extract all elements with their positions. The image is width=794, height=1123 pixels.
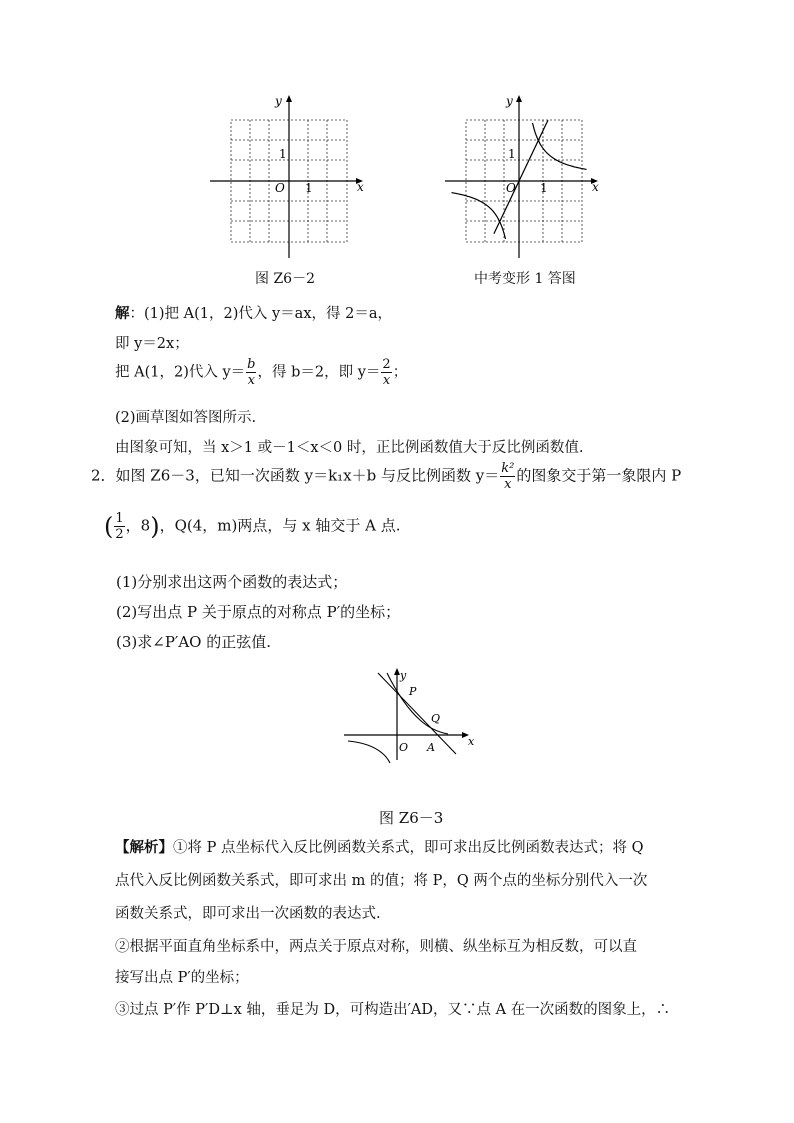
- analysis-line-6: ③过点 P′作 P′D⊥x 轴，垂足为 D，可构造出′AD，又∵点 A 在一次函数的图象上，∴: [115, 1002, 671, 1018]
- x-tick-label: 1: [540, 181, 548, 195]
- figure-z6-3-caption: 图 Z6－3: [379, 809, 444, 827]
- figure-answer-1: [440, 92, 610, 262]
- y-axis-arrow-icon: [516, 95, 522, 102]
- figure-z6-2-caption: 图 Z6－2: [255, 271, 315, 287]
- fraction-b-over-x: $\frac{b}{x}$: [247, 357, 256, 388]
- series-hyperbola-q3: [452, 193, 506, 239]
- fraction-1-over-2: $\frac{1}{2}$: [115, 511, 124, 542]
- analysis-line-5: 接写出点 P′的坐标；: [115, 970, 249, 986]
- y-tick-label: 1: [279, 147, 287, 161]
- analysis-line-4: ②根据平面直角坐标系中，两点关于原点对称，则横、纵坐标互为相反数，可以直: [115, 939, 637, 955]
- solution-line-2: 即 y＝2x；: [115, 336, 189, 352]
- line-pq: [378, 673, 456, 754]
- origin-label: O: [275, 181, 285, 195]
- origin-label: O: [506, 181, 516, 195]
- analysis-line-3: 函数关系式，即可求出一次函数的表达式.: [115, 906, 381, 922]
- x-axis-label: x: [468, 735, 475, 748]
- figure-answer-caption: 中考变形 1 答图: [474, 271, 576, 287]
- x-tick-label: 1: [305, 181, 313, 195]
- y-axis-label: y: [400, 669, 407, 682]
- y-tick-label: 1: [508, 147, 516, 161]
- series-line-y-2x: [494, 120, 548, 234]
- point-q-label: Q: [431, 712, 441, 725]
- y-axis-label: y: [506, 94, 513, 108]
- point-a-label: A: [427, 741, 435, 754]
- fraction-2-over-x: $\frac{2}{x}$: [382, 357, 391, 388]
- x-axis-label: x: [592, 180, 599, 194]
- problem-2-line-2: ( $\frac{1}{2}$ ，8)，Q(4，m)两点，与 x 轴交于 A 点.: [104, 511, 401, 542]
- analysis-label: 【解析】: [115, 839, 173, 856]
- solution-line-5: 由图象可知，当 x＞1 或－1＜x＜0 时，正比例函数值大于反比例函数值.: [115, 440, 584, 456]
- problem-2-line-1: 2．如图 Z6－3，已知一次函数 y＝k₁x＋b 与反比例函数 y＝ $\frac{\text{k²}}{x}$ 的图象交于第一象限内 P: [91, 461, 682, 492]
- question-2: (2)写出点 P 关于原点的对称点 P′的坐标；: [116, 603, 401, 621]
- question-3: (3)求∠P′AO 的正弦值.: [116, 633, 271, 651]
- series-hyperbola-q1: [533, 123, 587, 169]
- solution-label: 解: [115, 305, 130, 322]
- point-p-label: P: [409, 685, 417, 698]
- origin-label: O: [399, 741, 409, 754]
- figure-z6-2: [205, 92, 375, 262]
- y-axis-arrow-icon: [286, 95, 292, 102]
- analysis-line-1: 【解析】①将 P 点坐标代入反比例函数关系式，即可求出反比例函数表达式；将 Q: [115, 839, 644, 856]
- solution-line-4: (2)画草图如答图所示.: [115, 410, 257, 426]
- solution-line-3: 把 A(1，2)代入 y＝ $\frac{b}{x}$ ，得 b＝2，即 y＝ $\frac{2}{x}$ ；: [115, 357, 408, 388]
- y-axis-label: y: [275, 94, 282, 108]
- x-axis-label: x: [357, 180, 364, 194]
- solution-line-1: 解：(1)把 A(1，2)代入 y＝ax，得 2＝a，: [115, 305, 392, 322]
- question-1: (1)分别求出这两个函数的表达式；: [116, 573, 348, 591]
- analysis-line-2: 点代入反比例函数关系式，即可求出 m 的值；将 P，Q 两个点的坐标分别代入一次: [115, 873, 648, 889]
- fraction-k2-over-x: $\frac{\text{k²}}{x}$: [501, 461, 515, 492]
- figure-z6-3: [340, 665, 480, 765]
- hyperbola-third-quadrant: [348, 741, 390, 763]
